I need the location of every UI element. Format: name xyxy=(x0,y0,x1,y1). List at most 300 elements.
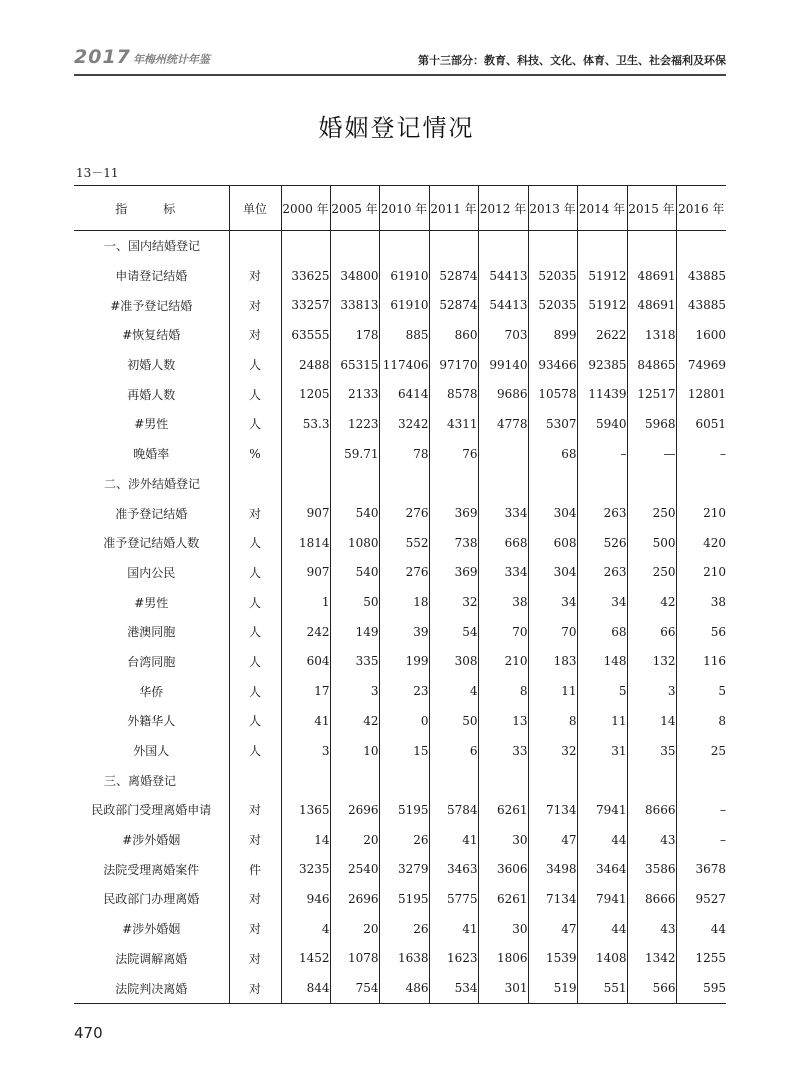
row-label: #涉外婚姻 xyxy=(122,922,181,937)
value-cell: 860 xyxy=(429,320,478,350)
table-row xyxy=(74,290,726,320)
row-label: 外国人 xyxy=(133,744,170,759)
page-number: 470 xyxy=(74,1024,103,1042)
value-cell: 5940 xyxy=(577,409,627,439)
value-cell xyxy=(330,231,379,261)
value-cell: 486 xyxy=(379,973,429,1003)
table-row xyxy=(74,320,726,350)
value-cell: 907 xyxy=(281,498,330,528)
value-cell: 7941 xyxy=(577,884,627,914)
value-cell xyxy=(676,765,726,795)
value-cell: 263 xyxy=(577,558,627,588)
row-label: 民政部门办理离婚 xyxy=(103,892,200,907)
value-cell: 899 xyxy=(528,320,577,350)
value-cell xyxy=(330,469,379,499)
value-cell: 276 xyxy=(379,498,429,528)
value-cell: 242 xyxy=(281,617,330,647)
yearbook-year: 2017 xyxy=(74,46,131,68)
value-cell: 50 xyxy=(429,706,478,736)
value-cell: 604 xyxy=(281,647,330,677)
value-cell xyxy=(281,765,330,795)
value-cell xyxy=(577,231,627,261)
value-cell: 199 xyxy=(379,647,429,677)
row-unit: 人 xyxy=(229,587,281,617)
value-cell: 33813 xyxy=(330,290,379,320)
value-cell: 56 xyxy=(676,617,726,647)
value-cell: 148 xyxy=(577,647,627,677)
value-cell: 70 xyxy=(528,617,577,647)
header-year: 2011 年 xyxy=(429,186,478,231)
value-cell xyxy=(281,469,330,499)
row-label: 再婚人数 xyxy=(127,387,176,402)
value-cell: 12801 xyxy=(676,379,726,409)
header-unit: 单位 xyxy=(229,186,281,231)
value-cell: 369 xyxy=(429,558,478,588)
value-cell: 3279 xyxy=(379,854,429,884)
value-cell: 41 xyxy=(429,825,478,855)
value-cell: 149 xyxy=(330,617,379,647)
value-cell xyxy=(528,469,577,499)
table-row xyxy=(74,795,726,825)
value-cell: 34 xyxy=(528,587,577,617)
table-row xyxy=(74,261,726,291)
row-unit: 对 xyxy=(229,884,281,914)
value-cell xyxy=(429,231,478,261)
value-cell: 31 xyxy=(577,736,627,766)
value-cell: 551 xyxy=(577,973,627,1003)
value-cell: 210 xyxy=(676,558,726,588)
value-cell xyxy=(676,231,726,261)
value-cell: 2488 xyxy=(281,350,330,380)
value-cell xyxy=(281,231,330,261)
value-cell: 178 xyxy=(330,320,379,350)
value-cell: 1638 xyxy=(379,944,429,974)
row-unit xyxy=(229,765,281,795)
value-cell: 11439 xyxy=(577,379,627,409)
table-row xyxy=(74,736,726,766)
value-cell: 14 xyxy=(281,825,330,855)
row-label: 法院受理离婚案件 xyxy=(103,862,200,877)
value-cell: 42 xyxy=(627,587,676,617)
row-label: 法院判决离婚 xyxy=(115,981,188,996)
value-cell: 52035 xyxy=(528,261,577,291)
value-cell: – xyxy=(676,825,726,855)
value-cell: 8666 xyxy=(627,884,676,914)
value-cell xyxy=(429,469,478,499)
value-cell: 4 xyxy=(281,914,330,944)
value-cell: 42 xyxy=(330,706,379,736)
row-unit: 对 xyxy=(229,261,281,291)
table-body xyxy=(74,231,726,1004)
table-row xyxy=(74,676,726,706)
value-cell: 66 xyxy=(627,617,676,647)
value-cell: 844 xyxy=(281,973,330,1003)
value-cell: 6261 xyxy=(478,884,528,914)
value-cell: 61910 xyxy=(379,290,429,320)
value-cell: 44 xyxy=(676,914,726,944)
value-cell: 301 xyxy=(478,973,528,1003)
header-year: 2010 年 xyxy=(379,186,429,231)
value-cell: 6 xyxy=(429,736,478,766)
row-label: 准予登记结婚人数 xyxy=(103,536,200,551)
section-label: 三、离婚登记 xyxy=(104,773,177,788)
value-cell: 6261 xyxy=(478,795,528,825)
table-row xyxy=(74,558,726,588)
value-cell: 63555 xyxy=(281,320,330,350)
row-unit: 对 xyxy=(229,290,281,320)
section-label: 一、国内结婚登记 xyxy=(104,239,201,254)
value-cell: 420 xyxy=(676,528,726,558)
value-cell xyxy=(478,469,528,499)
header-year: 2012 年 xyxy=(478,186,528,231)
value-cell: 43 xyxy=(627,825,676,855)
value-cell: 3586 xyxy=(627,854,676,884)
value-cell: 23 xyxy=(379,676,429,706)
table-row xyxy=(74,973,726,1003)
header-indicator: 指 标 xyxy=(74,186,229,231)
value-cell: 1255 xyxy=(676,944,726,974)
value-cell: 54413 xyxy=(478,290,528,320)
row-label: 申请登记结婚 xyxy=(115,269,188,284)
row-label: 准予登记结婚 xyxy=(115,506,188,521)
value-cell: 210 xyxy=(676,498,726,528)
value-cell: 76 xyxy=(429,439,478,469)
value-cell: 9527 xyxy=(676,884,726,914)
section-row xyxy=(74,765,726,795)
value-cell: 3498 xyxy=(528,854,577,884)
value-cell: 59.71 xyxy=(330,439,379,469)
value-cell: 3 xyxy=(330,676,379,706)
value-cell: 668 xyxy=(478,528,528,558)
value-cell: 51912 xyxy=(577,290,627,320)
value-cell: 13 xyxy=(478,706,528,736)
table-row xyxy=(74,944,726,974)
row-label: 法院调解离婚 xyxy=(115,951,188,966)
value-cell: 369 xyxy=(429,498,478,528)
value-cell: 1452 xyxy=(281,944,330,974)
value-cell: 52874 xyxy=(429,290,478,320)
row-label: 台湾同胞 xyxy=(127,654,176,669)
value-cell: 20 xyxy=(330,914,379,944)
value-cell: 946 xyxy=(281,884,330,914)
value-cell: 7941 xyxy=(577,795,627,825)
table-row xyxy=(74,617,726,647)
value-cell: 68 xyxy=(528,439,577,469)
value-cell: 47 xyxy=(528,914,577,944)
row-unit: 人 xyxy=(229,706,281,736)
value-cell xyxy=(627,765,676,795)
row-label: 外籍华人 xyxy=(127,714,176,729)
value-cell xyxy=(528,765,577,795)
value-cell: 7134 xyxy=(528,795,577,825)
table-row xyxy=(74,914,726,944)
value-cell: 738 xyxy=(429,528,478,558)
value-cell: 84865 xyxy=(627,350,676,380)
value-cell: 32 xyxy=(429,587,478,617)
value-cell: 1 xyxy=(281,587,330,617)
value-cell: 1078 xyxy=(330,944,379,974)
section-row xyxy=(74,231,726,261)
value-cell: 8666 xyxy=(627,795,676,825)
value-cell: 519 xyxy=(528,973,577,1003)
value-cell: 74969 xyxy=(676,350,726,380)
value-cell: 3 xyxy=(627,676,676,706)
value-cell: 20 xyxy=(330,825,379,855)
value-cell: 3464 xyxy=(577,854,627,884)
value-cell: 44 xyxy=(577,914,627,944)
value-cell: 1600 xyxy=(676,320,726,350)
value-cell xyxy=(281,439,330,469)
value-cell: – xyxy=(676,795,726,825)
value-cell: 250 xyxy=(627,498,676,528)
yearbook-name: 年梅州统计年鉴 xyxy=(132,53,210,66)
value-cell: 35 xyxy=(627,736,676,766)
table-row xyxy=(74,854,726,884)
value-cell: 52035 xyxy=(528,290,577,320)
value-cell: 1623 xyxy=(429,944,478,974)
value-cell: 12517 xyxy=(627,379,676,409)
value-cell: 14 xyxy=(627,706,676,736)
value-cell xyxy=(528,231,577,261)
value-cell: 308 xyxy=(429,647,478,677)
value-cell: 552 xyxy=(379,528,429,558)
row-label: #男性 xyxy=(134,417,169,432)
table-row xyxy=(74,528,726,558)
row-label: 初婚人数 xyxy=(127,358,176,373)
value-cell: 47 xyxy=(528,825,577,855)
value-cell xyxy=(577,469,627,499)
value-cell: 26 xyxy=(379,914,429,944)
value-cell: – xyxy=(676,439,726,469)
value-cell xyxy=(379,765,429,795)
value-cell: 3 xyxy=(281,736,330,766)
row-unit: % xyxy=(229,439,281,469)
value-cell: 250 xyxy=(627,558,676,588)
value-cell: 33257 xyxy=(281,290,330,320)
value-cell: 1318 xyxy=(627,320,676,350)
table-row xyxy=(74,587,726,617)
table-row xyxy=(74,647,726,677)
row-unit: 对 xyxy=(229,944,281,974)
row-unit: 人 xyxy=(229,409,281,439)
header-year: 2016 年 xyxy=(676,186,726,231)
value-cell: – xyxy=(577,439,627,469)
row-unit: 对 xyxy=(229,320,281,350)
value-cell: 534 xyxy=(429,973,478,1003)
value-cell: 43 xyxy=(627,914,676,944)
value-cell: 117406 xyxy=(379,350,429,380)
value-cell: 5 xyxy=(676,676,726,706)
value-cell: 304 xyxy=(528,498,577,528)
table-number: 13－11 xyxy=(76,166,119,180)
row-label: #恢复结婚 xyxy=(122,328,181,343)
value-cell: 48691 xyxy=(627,261,676,291)
row-unit: 件 xyxy=(229,854,281,884)
value-cell: 65315 xyxy=(330,350,379,380)
value-cell: 43885 xyxy=(676,261,726,291)
value-cell: 4311 xyxy=(429,409,478,439)
value-cell: 540 xyxy=(330,498,379,528)
value-cell: 500 xyxy=(627,528,676,558)
row-unit: 人 xyxy=(229,528,281,558)
value-cell: 6051 xyxy=(676,409,726,439)
value-cell: 17 xyxy=(281,676,330,706)
value-cell: 907 xyxy=(281,558,330,588)
row-unit: 对 xyxy=(229,795,281,825)
marriage-registration-table xyxy=(74,185,726,1004)
page-header xyxy=(74,44,726,76)
value-cell: 54 xyxy=(429,617,478,647)
value-cell: 5968 xyxy=(627,409,676,439)
value-cell: 53.3 xyxy=(281,409,330,439)
value-cell: 34800 xyxy=(330,261,379,291)
value-cell: 3242 xyxy=(379,409,429,439)
table-row xyxy=(74,825,726,855)
row-unit xyxy=(229,231,281,261)
row-label: 港澳同胞 xyxy=(127,625,176,640)
value-cell xyxy=(627,231,676,261)
header-year: 2000 年 xyxy=(281,186,330,231)
value-cell: 99140 xyxy=(478,350,528,380)
value-cell: 1814 xyxy=(281,528,330,558)
value-cell: 8 xyxy=(478,676,528,706)
row-unit: 对 xyxy=(229,498,281,528)
value-cell: 3678 xyxy=(676,854,726,884)
value-cell xyxy=(429,765,478,795)
value-cell: 41 xyxy=(429,914,478,944)
value-cell: 8 xyxy=(676,706,726,736)
row-unit: 人 xyxy=(229,617,281,647)
value-cell: 754 xyxy=(330,973,379,1003)
value-cell xyxy=(478,439,528,469)
value-cell: 5 xyxy=(577,676,627,706)
value-cell: 92385 xyxy=(577,350,627,380)
value-cell: 304 xyxy=(528,558,577,588)
value-cell: 1342 xyxy=(627,944,676,974)
row-unit: 对 xyxy=(229,973,281,1003)
value-cell: 5195 xyxy=(379,795,429,825)
value-cell: 26 xyxy=(379,825,429,855)
value-cell: 11 xyxy=(577,706,627,736)
page-title: 婚姻登记情况 xyxy=(318,114,475,142)
row-unit: 人 xyxy=(229,676,281,706)
value-cell: 10 xyxy=(330,736,379,766)
value-cell: 1205 xyxy=(281,379,330,409)
value-cell: 1080 xyxy=(330,528,379,558)
row-label: 华侨 xyxy=(139,684,164,699)
section-title: 第十三部分：教育、科技、文化、体育、卫生、社会福利及环保 xyxy=(418,54,726,67)
row-unit: 人 xyxy=(229,350,281,380)
value-cell: 210 xyxy=(478,647,528,677)
value-cell xyxy=(577,765,627,795)
value-cell: 526 xyxy=(577,528,627,558)
value-cell: 2133 xyxy=(330,379,379,409)
value-cell xyxy=(379,231,429,261)
value-cell xyxy=(676,469,726,499)
value-cell: 334 xyxy=(478,558,528,588)
value-cell: 3235 xyxy=(281,854,330,884)
value-cell: 54413 xyxy=(478,261,528,291)
value-cell: 10578 xyxy=(528,379,577,409)
value-cell: 18 xyxy=(379,587,429,617)
value-cell: 48691 xyxy=(627,290,676,320)
value-cell: 11 xyxy=(528,676,577,706)
section-label: 二、涉外结婚登记 xyxy=(104,476,201,491)
table-row xyxy=(74,884,726,914)
value-cell: 41 xyxy=(281,706,330,736)
table-row xyxy=(74,409,726,439)
value-cell: 15 xyxy=(379,736,429,766)
row-unit: 人 xyxy=(229,558,281,588)
row-unit xyxy=(229,469,281,499)
value-cell: 540 xyxy=(330,558,379,588)
value-cell: 1365 xyxy=(281,795,330,825)
header-year: 2014 年 xyxy=(577,186,627,231)
value-cell: 116 xyxy=(676,647,726,677)
value-cell: 8578 xyxy=(429,379,478,409)
value-cell: 97170 xyxy=(429,350,478,380)
value-cell: 68 xyxy=(577,617,627,647)
value-cell: 52874 xyxy=(429,261,478,291)
yearbook-title xyxy=(74,46,210,68)
row-unit: 人 xyxy=(229,736,281,766)
value-cell: 78 xyxy=(379,439,429,469)
header-year: 2005 年 xyxy=(330,186,379,231)
value-cell: 5784 xyxy=(429,795,478,825)
value-cell xyxy=(478,765,528,795)
row-label: 国内公民 xyxy=(127,565,176,580)
row-unit: 对 xyxy=(229,914,281,944)
value-cell: 33625 xyxy=(281,261,330,291)
value-cell: 335 xyxy=(330,647,379,677)
value-cell: 2696 xyxy=(330,884,379,914)
table-row xyxy=(74,706,726,736)
header-year: 2015 年 xyxy=(627,186,676,231)
value-cell: 32 xyxy=(528,736,577,766)
row-label: 民政部门受理离婚申请 xyxy=(91,803,212,818)
value-cell: 4778 xyxy=(478,409,528,439)
value-cell: 43885 xyxy=(676,290,726,320)
value-cell xyxy=(330,765,379,795)
value-cell: 51912 xyxy=(577,261,627,291)
value-cell: 703 xyxy=(478,320,528,350)
row-label: #涉外婚姻 xyxy=(122,833,181,848)
value-cell: 183 xyxy=(528,647,577,677)
row-label: #男性 xyxy=(134,595,169,610)
value-cell: 7134 xyxy=(528,884,577,914)
value-cell xyxy=(478,231,528,261)
table-row xyxy=(74,498,726,528)
value-cell: 5775 xyxy=(429,884,478,914)
value-cell: 608 xyxy=(528,528,577,558)
value-cell: 0 xyxy=(379,706,429,736)
value-cell: 4 xyxy=(429,676,478,706)
value-cell: 5195 xyxy=(379,884,429,914)
section-row xyxy=(74,469,726,499)
value-cell: 263 xyxy=(577,498,627,528)
value-cell: 5307 xyxy=(528,409,577,439)
row-label: 晚婚率 xyxy=(133,447,170,462)
table-row xyxy=(74,379,726,409)
value-cell: 1223 xyxy=(330,409,379,439)
value-cell: 566 xyxy=(627,973,676,1003)
value-cell: 132 xyxy=(627,647,676,677)
value-cell: 25 xyxy=(676,736,726,766)
value-cell: 9686 xyxy=(478,379,528,409)
value-cell: 8 xyxy=(528,706,577,736)
value-cell: 30 xyxy=(478,825,528,855)
row-unit: 人 xyxy=(229,379,281,409)
